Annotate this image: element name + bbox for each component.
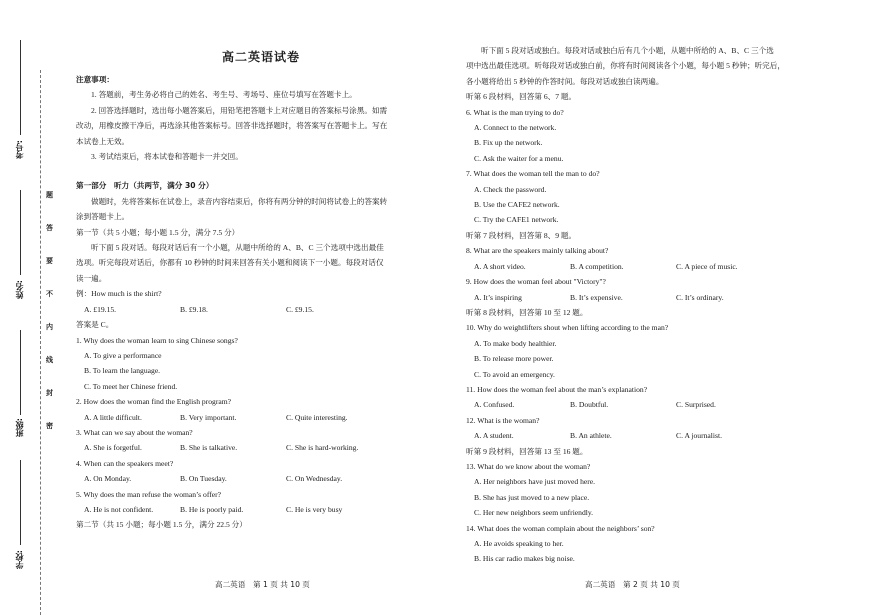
seal-dashed-line xyxy=(40,70,41,615)
notice-line: 1. 答题前，考生务必将自己的姓名、考生号、考场号、座位号填写在答题卡上。 xyxy=(91,90,357,100)
question-11-options xyxy=(466,397,846,412)
section-2-intro-line: 听下面 5 段对话或独白。每段对话或独白后有几个小题，从题中所给的 A、B、C 三个选 xyxy=(481,46,774,55)
option-a: A. To give a performance xyxy=(84,350,162,360)
question-13: 13. What do we know about the woman? xyxy=(466,461,591,471)
section-1-intro-line: 听下面 5 段对话。每段对话后有一个小题，从题中所给的 A、B、C 三个选项中选出最佳 xyxy=(91,243,384,253)
option-c: C. On Wednesday. xyxy=(286,474,343,484)
option-a: A. It’s inspiring xyxy=(474,292,522,302)
section-1-heading: 第一节（共 5 小题；每小题 1.5 分，满分 7.5 分） xyxy=(76,227,240,237)
question-4-options xyxy=(76,471,446,486)
option-b: B. £9.18. xyxy=(180,304,208,314)
option-a: A. Connect to the network. xyxy=(474,123,557,133)
section-2-intro-line: 项中选出最佳选项。听每段对话或独白前，你将有时间阅读各个小题，每小题 5 秒钟；听完后， xyxy=(466,61,785,71)
material-9-heading: 听第 9 段材料，回答第 13 至 16 题。 xyxy=(466,446,588,456)
question-8-options xyxy=(466,259,846,274)
option-c: C. To avoid an emergency. xyxy=(474,369,555,379)
option-a: A. £19.15. xyxy=(84,304,117,314)
class-label: 班级: xyxy=(15,418,24,438)
option-c: C. Ask the waiter for a menu. xyxy=(474,153,564,163)
option-a: A. To make body healthier. xyxy=(474,338,557,348)
exam-number-label: 考号: xyxy=(15,140,24,160)
question-1: 1. Why does the woman learn to sing Chinese songs? xyxy=(76,335,238,345)
seal-char: 不 xyxy=(46,290,53,298)
section-2-heading: 第二节（共 15 小题；每小题 1.5 分，满分 22.5 分） xyxy=(76,520,247,530)
notice-title: 注意事项： xyxy=(76,75,114,84)
part-1-heading: 第一部分 听力（共两节，满分 30 分） xyxy=(76,181,214,191)
question-2: 2. How does the woman find the English program? xyxy=(76,397,232,407)
option-b: B. He is poorly paid. xyxy=(180,504,244,514)
option-b: B. She is talkative. xyxy=(180,443,238,453)
question-4: 4. When can the speakers meet? xyxy=(76,458,174,468)
option-b: B. Doubtful. xyxy=(570,400,609,410)
section-1-intro-line: 选项。听完每段对话后，你都有 10 秒钟的时间来回答有关小题和阅读下一小题。每段对话仅 xyxy=(76,258,384,268)
seal-char: 要 xyxy=(46,257,53,265)
seal-char: 题 xyxy=(46,191,53,199)
question-5-options xyxy=(76,502,446,517)
material-7-heading: 听第 7 段材料，回答第 8、9 题。 xyxy=(466,230,577,240)
question-14: 14. What does the woman complain about the neighbors’ son? xyxy=(466,523,655,533)
question-5: 5. Why does the man refuse the woman’s offer? xyxy=(76,489,222,499)
question-3: 3. What can we say about the woman? xyxy=(76,427,193,437)
notice-line: 改动，用橡皮擦干净后，再选涂其他答案标号。回答非选择题时，将答案写在答题卡上。写在 xyxy=(76,121,388,131)
question-10: 10. Why do weightlifters shout when lifting according to the man? xyxy=(466,323,669,333)
page-2-footer: 高二英语 第 2 页 共 10 页 xyxy=(585,580,680,589)
binding-margin xyxy=(0,0,72,615)
option-c: C. He is very busy xyxy=(286,504,343,514)
question-12: 12. What is the woman? xyxy=(466,415,540,425)
question-2-options xyxy=(76,410,446,425)
school-blank xyxy=(20,460,21,545)
option-c: C. It’s ordinary. xyxy=(676,292,724,302)
exam-title: 高二英语试卷 xyxy=(221,50,300,64)
option-a: A. A little difficult. xyxy=(84,412,142,422)
question-12-options xyxy=(466,428,846,443)
page-1-column xyxy=(76,0,446,533)
option-b: B. She has just moved to a new place. xyxy=(474,492,590,502)
question-7: 7. What does the woman tell the man to do? xyxy=(466,169,600,179)
notice-line: 2. 回答选择题时，选出每小题答案后，用铅笔把答题卡上对应题目的答案标号涂黑。如需 xyxy=(91,105,388,115)
question-6: 6. What is the man trying to do? xyxy=(466,107,564,117)
option-b: B. Fix up the network. xyxy=(474,138,543,148)
material-8-heading: 听第 8 段材料，回答第 10 至 12 题。 xyxy=(466,307,588,317)
material-6-heading: 听第 6 段材料，回答第 6、7 题。 xyxy=(466,92,577,102)
option-b: B. Very important. xyxy=(180,412,237,422)
option-c: C. Try the CAFE1 network. xyxy=(474,215,559,225)
question-8: 8. What are the speakers mainly talking about? xyxy=(466,246,609,256)
example-question: 例：How much is the shirt? xyxy=(76,289,162,299)
option-b: B. To learn the language. xyxy=(84,366,161,376)
intro-line: 做题时，先将答案标在试卷上，录音内容结束后，你将有两分钟的时间将试卷上的答案转 xyxy=(91,196,388,206)
seal-char: 封 xyxy=(46,389,53,397)
name-label: 姓名: xyxy=(15,280,24,300)
option-b: B. An athlete. xyxy=(570,431,612,441)
option-a: A. Her neighbors have just moved here. xyxy=(474,477,596,487)
option-a: A. He avoids speaking to her. xyxy=(474,539,564,548)
intro-line: 涂到答题卡上。 xyxy=(76,212,130,222)
option-b: B. His car radio makes big noise. xyxy=(474,554,575,564)
option-a: A. He is not confident. xyxy=(84,504,154,514)
option-a: A. Check the password. xyxy=(474,184,547,194)
option-c: C. £9.15. xyxy=(286,304,314,314)
seal-char: 密 xyxy=(46,422,53,430)
option-b: B. A competition. xyxy=(570,261,624,271)
option-c: C. A journalist. xyxy=(676,431,722,441)
option-a: A. Confused. xyxy=(474,400,515,410)
seal-char: 内 xyxy=(46,323,53,331)
seal-char: 答 xyxy=(46,224,53,232)
option-b: B. On Tuesday. xyxy=(180,474,227,484)
option-a: A. A student. xyxy=(474,431,514,441)
section-2-intro-line: 各小题将给出 5 秒钟的作答时间。每段对话或独白读两遍。 xyxy=(466,76,664,86)
question-11: 11. How does the woman feel about the man’s explanation? xyxy=(466,384,648,394)
example-answer: 答案是 C。 xyxy=(76,320,114,330)
option-a: A. On Monday. xyxy=(84,474,132,484)
notice-line: 3. 考试结束后，将本试卷和答题卡一并交回。 xyxy=(91,152,243,162)
exam-number-blank xyxy=(20,40,21,135)
page-2-column xyxy=(466,43,846,567)
question-3-options xyxy=(76,440,446,455)
option-b: B. To release more power. xyxy=(474,354,554,364)
notice-line: 本试卷上无效。 xyxy=(76,136,130,146)
name-blank xyxy=(20,190,21,275)
option-b: B. It’s expensive. xyxy=(570,292,623,302)
option-a: A. A short video. xyxy=(474,261,526,271)
question-9-options xyxy=(466,290,846,305)
option-c: C. Her new neighbors seem unfriendly. xyxy=(474,508,594,518)
question-9: 9. How does the woman feel about "Victory"? xyxy=(466,277,606,287)
option-c: C. To meet her Chinese friend. xyxy=(84,381,178,391)
option-c: C. Surprised. xyxy=(676,400,716,410)
page-1-footer: 高二英语 第 1 页 共 10 页 xyxy=(215,580,310,589)
option-c: C. Quite interesting. xyxy=(286,412,348,422)
option-a: A. She is forgetful. xyxy=(84,443,142,453)
school-label: 学校: xyxy=(15,550,24,570)
option-c: C. A piece of music. xyxy=(676,261,738,271)
option-b: B. Use the CAFE2 network. xyxy=(474,200,560,210)
section-1-intro-line: 读一遍。 xyxy=(76,273,107,283)
seal-char: 线 xyxy=(46,356,53,364)
example-options xyxy=(76,302,446,317)
option-c: C. She is hard-working. xyxy=(286,443,359,453)
class-blank xyxy=(20,330,21,415)
